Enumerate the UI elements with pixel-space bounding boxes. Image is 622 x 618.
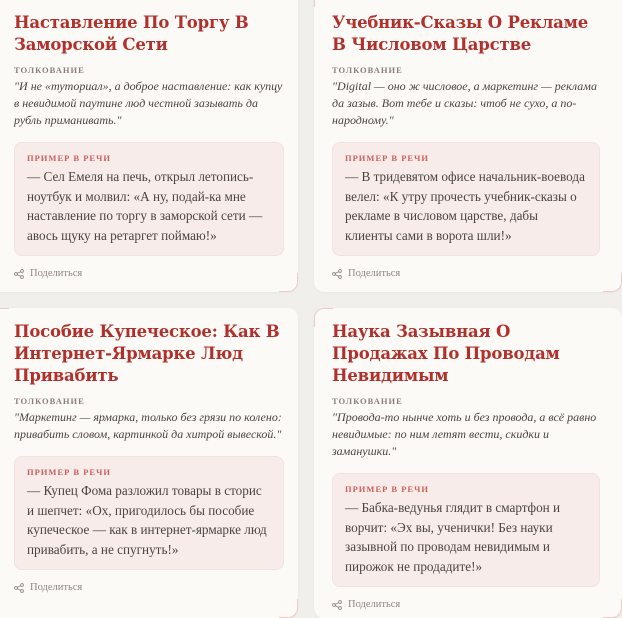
- card-title: Наставление По Торгу В Заморской Сети: [14, 13, 249, 54]
- interpretation-label: ТОЛКОВАНИЕ: [332, 396, 403, 406]
- example-box: [14, 142, 284, 256]
- card-title: Учебник-Сказы О Рекламе В Числовом Царстве: [332, 13, 589, 54]
- example-label: ПРИМЕР В РЕЧИ: [345, 484, 429, 494]
- example-box: [332, 473, 600, 587]
- example-text: — Сел Емеля на печь, открыл летопись-ноутбук и молвил: «А ну, подай-ка мне наставление по торгу в заморской сети — авось щуку на ретаргет поймаю!»: [27, 169, 263, 243]
- share-button[interactable]: [14, 268, 284, 279]
- example-label: ПРИМЕР В РЕЧИ: [27, 467, 111, 477]
- share-label: Поделиться: [30, 268, 83, 279]
- card: [314, 0, 622, 292]
- interpretation-label: ТОЛКОВАНИЕ: [14, 65, 85, 75]
- share-label: Поделиться: [30, 582, 83, 593]
- share-button[interactable]: [332, 599, 600, 610]
- example-box: [14, 456, 284, 570]
- example-label: ПРИМЕР В РЕЧИ: [345, 153, 429, 163]
- card: [0, 308, 298, 618]
- interpretation-text: "И не «туториал», а доброе наставление: как купцу в невидимой паутине люд честной зазывать да рубль приманивать.": [14, 79, 283, 127]
- share-label: Поделиться: [348, 599, 401, 610]
- example-text: — В тридевятом офисе начальник-воевода велел: «К утру прочесть учебник-сказы о рекламе в числовом царстве, дабы клиенты сами в ворота шли!»: [345, 169, 585, 243]
- share-icon: [332, 600, 342, 610]
- share-icon: [14, 269, 24, 279]
- share-button[interactable]: [332, 268, 600, 279]
- share-label: Поделиться: [348, 268, 401, 279]
- share-icon: [14, 583, 24, 593]
- example-text: — Бабка-ведунья глядит в смартфон и ворчит: «Эх вы, ученички! Без науки зазывной по проводам невидимым и пирожок не продадите!»: [345, 500, 561, 574]
- example-label: ПРИМЕР В РЕЧИ: [27, 153, 111, 163]
- interpretation-text: "Маркетинг — ярмарка, только без грязи по колено: привабить словом, картинкой да хитрой вывеской.": [14, 410, 282, 441]
- interpretation-label: ТОЛКОВАНИЕ: [14, 396, 85, 406]
- example-box: [332, 142, 600, 256]
- card-title: Наука Зазывная О Продажах По Проводам Невидимым: [332, 322, 560, 385]
- share-icon: [332, 269, 342, 279]
- interpretation-text: "Провода-то нынче хоть и без провода, а всё равно невидимые: по ним летят вести, скидки и заманушки.": [332, 410, 597, 458]
- interpretation-label: ТОЛКОВАНИЕ: [332, 65, 403, 75]
- card: [314, 308, 622, 618]
- share-button[interactable]: [14, 582, 284, 593]
- interpretation-text: "Digital — оно ж числовое, а маркетинг — реклама да зазыв. Вот тебе и сказы: чтоб не сухо, а по-народному.": [332, 79, 597, 127]
- example-text: — Купец Фома разложил товары в сторис и шепчет: «Ох, пригодилось бы пособие купеческое — как в интернет-ярмарке люд привабить, а не спугнуть!»: [27, 483, 267, 557]
- card: [0, 0, 298, 292]
- card-title: Пособие Купеческое: Как В Интернет-Ярмарке Люд Привабить: [14, 322, 280, 385]
